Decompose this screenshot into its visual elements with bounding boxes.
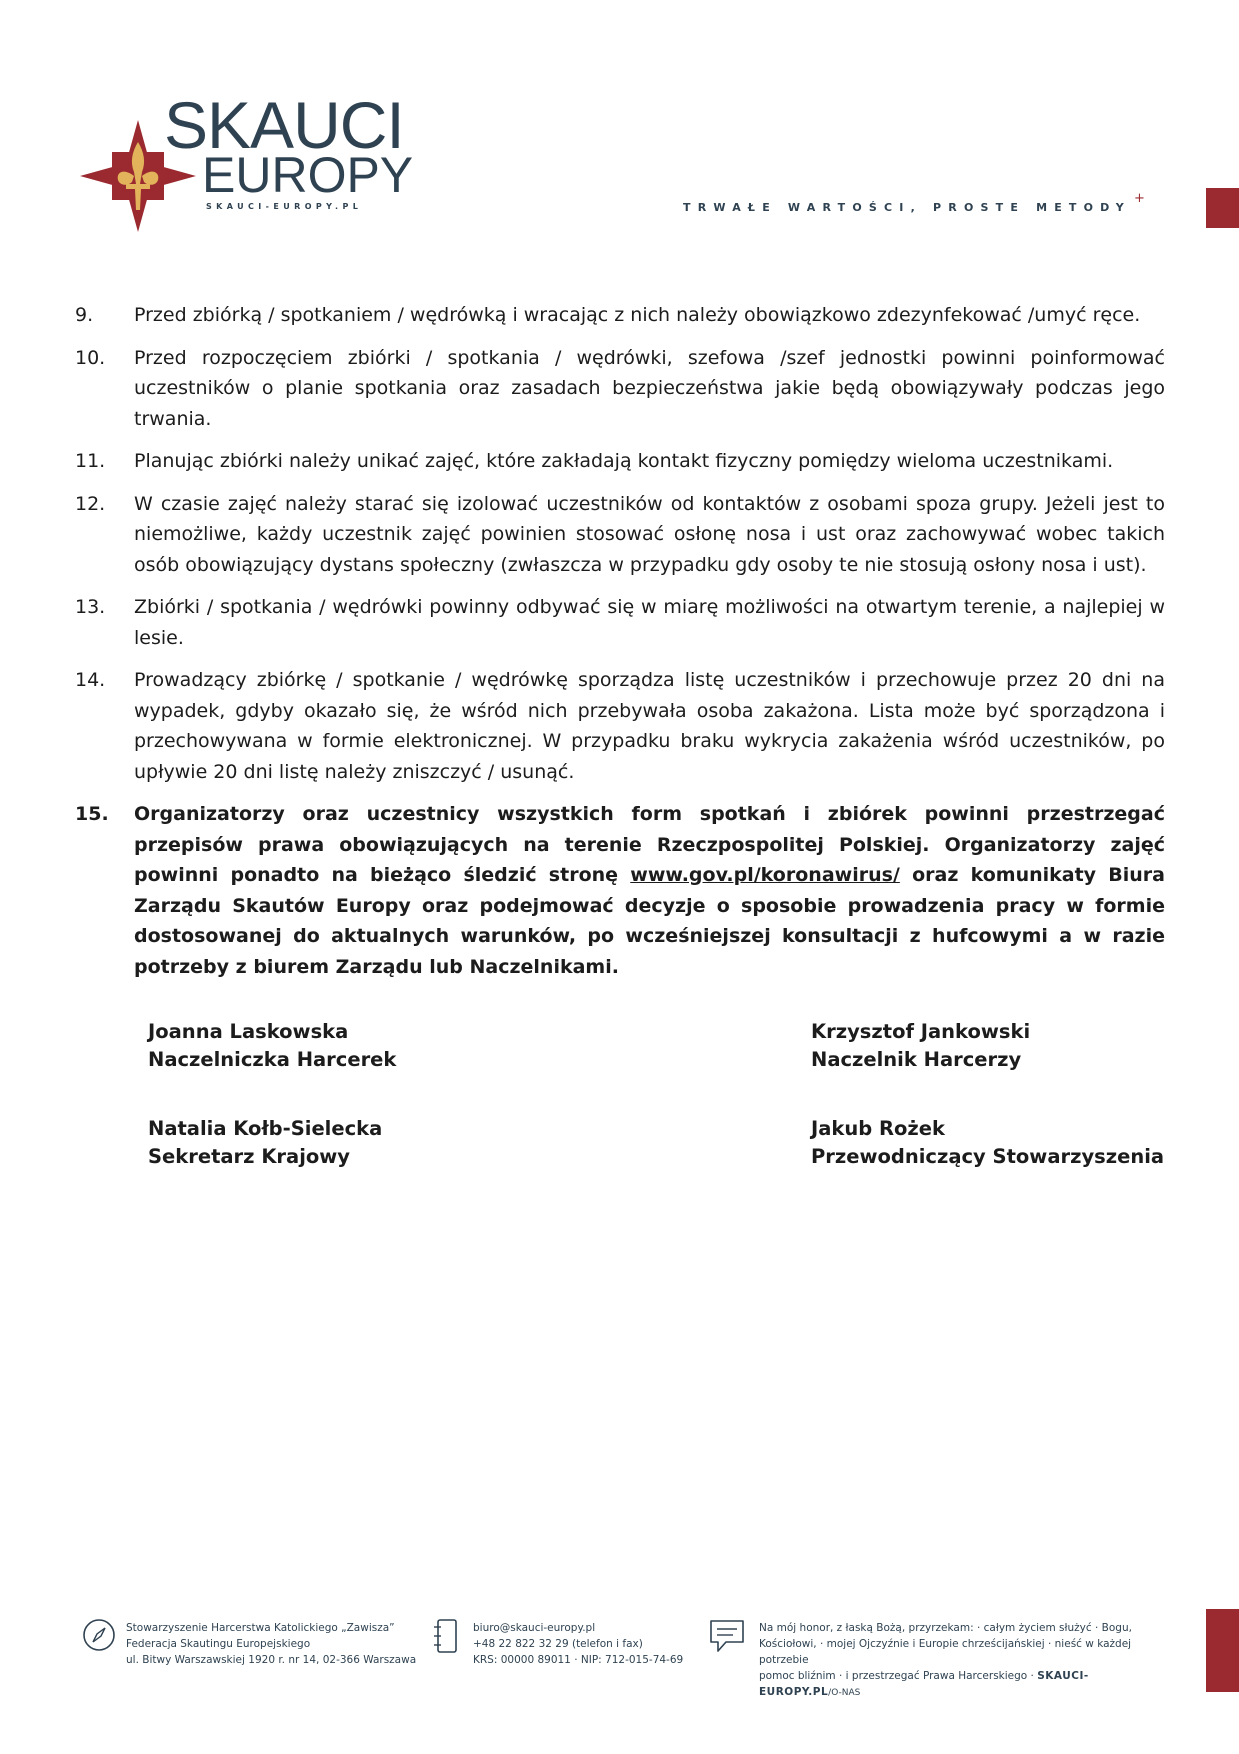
footer-promise-line: Kościołowi, · mojej Ojczyźnie i Europie chrześcijańskiej · nieść w każdej potrzebie — [759, 1638, 1132, 1666]
header-tagline: TRWAŁE WARTOŚCI, PROSTE METODY — [683, 201, 1131, 214]
footer-email[interactable]: biuro@skauci-europy.pl — [473, 1622, 596, 1634]
rules-list — [75, 300, 1165, 994]
list-item — [75, 446, 1165, 477]
item-number: 11. — [75, 450, 106, 472]
footer-contact — [473, 1620, 683, 1668]
signature-block — [811, 1115, 1164, 1171]
signature-name: Joanna Laskowska — [148, 1020, 349, 1043]
footer-site-url-suffix: /O-NAS — [828, 1688, 861, 1698]
signature-block — [811, 1018, 1030, 1074]
footer-ids: KRS: 00000 89011 · NIP: 712-015-74-69 — [473, 1654, 684, 1666]
footer-phone: +48 22 822 32 29 (telefon i fax) — [473, 1638, 643, 1650]
gov-link[interactable]: www.gov.pl/koronawirus/ — [630, 864, 900, 886]
item-number: 9. — [75, 304, 94, 326]
list-item — [75, 665, 1165, 787]
signature-name: Natalia Kołb-Sielecka — [148, 1117, 383, 1140]
footer-promise-line — [759, 1668, 1144, 1701]
signature-role: Sekretarz Krajowy — [148, 1145, 351, 1168]
item-number: 13. — [75, 596, 106, 618]
list-item — [75, 489, 1165, 581]
item-number: 15. — [75, 803, 109, 825]
signature-name: Krzysztof Jankowski — [811, 1020, 1031, 1043]
item-number: 14. — [75, 669, 106, 691]
footer-org-line: ul. Bitwy Warszawskiej 1920 r. nr 14, 02-366 Warszawa — [126, 1654, 417, 1666]
item-text: Przed zbiórką / spotkaniem / wędrówką i wracając z nich należy obowiązkowo zdezynfekować /umyć ręce. — [134, 304, 1141, 326]
footer-org-line: Stowarzyszenie Harcerstwa Katolickiego „Zawisza” — [126, 1622, 395, 1634]
red-edge-tab-top — [1206, 188, 1239, 228]
logo-url: SKAUCI-EUROPY.PL — [206, 202, 363, 211]
footer-promise — [759, 1620, 1144, 1701]
signature-block — [148, 1115, 382, 1171]
logo-word-europy: EUROPY — [202, 147, 414, 203]
footer-organization — [126, 1620, 416, 1668]
item-number: 12. — [75, 492, 106, 515]
list-item — [75, 300, 1165, 331]
item-text: W czasie zajęć należy starać się izolować uczestników od kontaktów z osobami spoza grupy. Jeżeli jest to niemożliwe, każdy uczestnik zajęć powinien stosować osłonę nosa i ust oraz zachowywać wobec takich osób obowiązujący dystans społeczny (zwłaszcza w przypadku gdy osoby te nie stosują osłony nosa i ust). — [134, 492, 1165, 576]
item-text: Zbiórki / spotkania / wędrówki powinny odbywać się w miarę możliwości na otwartym terenie, a najlepiej w lesie. — [134, 596, 1165, 649]
signature-role: Przewodniczący Stowarzyszenia — [811, 1145, 1165, 1168]
list-item — [75, 592, 1165, 653]
footer-site-url[interactable]: SKAUCI-EUROPY.PL — [759, 1670, 1089, 1698]
item-number: 10. — [75, 346, 106, 369]
signature-role: Naczelnik Harcerzy — [811, 1048, 1022, 1071]
logo-word-skauci: SKAUCI — [164, 88, 404, 162]
list-item — [75, 343, 1165, 435]
signature-block — [148, 1018, 396, 1074]
footer-org-line: Federacja Skautingu Europejskiego — [126, 1638, 311, 1650]
signature-role: Naczelniczka Harcerek — [148, 1048, 397, 1071]
item-text-after: oraz komunikaty Biura Zarządu Skautów Europy oraz podejmować decyzje o sposobie prowadzenia pracy w formie dostosowanej do aktualnych warunków, po wcześniejszej konsultacji z hufcowymi a w razie potrzeby z biurem Zarządu lub Naczelnikami. — [134, 864, 1166, 978]
item-text-before: Organizatorzy oraz uczestnicy wszystkich form spotkań i zbiórek powinni przestrzegać przepisów prawa obowiązujących na terenie Rzeczpospolitej Polskiej. Organizatorzy zajęć powinni ponadto na bieżąco śledzić stronę — [134, 803, 1165, 886]
item-text: Planując zbiórki należy unikać zajęć, które zakładają kontakt fizyczny pomiędzy wieloma uczestnikami. — [134, 450, 1114, 472]
item-text: Prowadzący zbiórkę / spotkanie / wędrówkę sporządza listę uczestników i przechowuje przez 20 dni na wypadek, gdyby okazało się, że wśród nich przebywała osoba zakażona. Lista może być sporządzona i przechowywana w formie elektronicznej. W przypadku braku wykrycia zakażenia wśród uczestników, po upływie 20 dni listę należy zniszczyć / usunąć. — [134, 669, 1165, 783]
item-text: Przed rozpoczęciem zbiórki / spotkania / wędrówki, szefowa /szef jednostki powinni poinformować uczestników o planie spotkania oraz zasadach bezpieczeństwa jakie będą obowiązywały podczas jego trwania. — [134, 346, 1165, 430]
footer-promise-text: pomoc bliźnim · i przestrzegać Prawa Harcerskiego · — [759, 1670, 1038, 1682]
footer-promise-line: Na mój honor, z łaską Bożą, przyrzekam: · całym życiem służyć · Bogu, — [759, 1622, 1132, 1634]
speech-bubble-icon — [708, 1618, 746, 1654]
compass-icon — [82, 1618, 116, 1652]
signature-name: Jakub Rożek — [811, 1117, 945, 1140]
tagline-plus-mark: + — [1134, 191, 1145, 206]
list-item-15 — [75, 799, 1165, 982]
red-edge-tab-bottom — [1206, 1609, 1239, 1692]
notebook-icon — [432, 1618, 460, 1654]
